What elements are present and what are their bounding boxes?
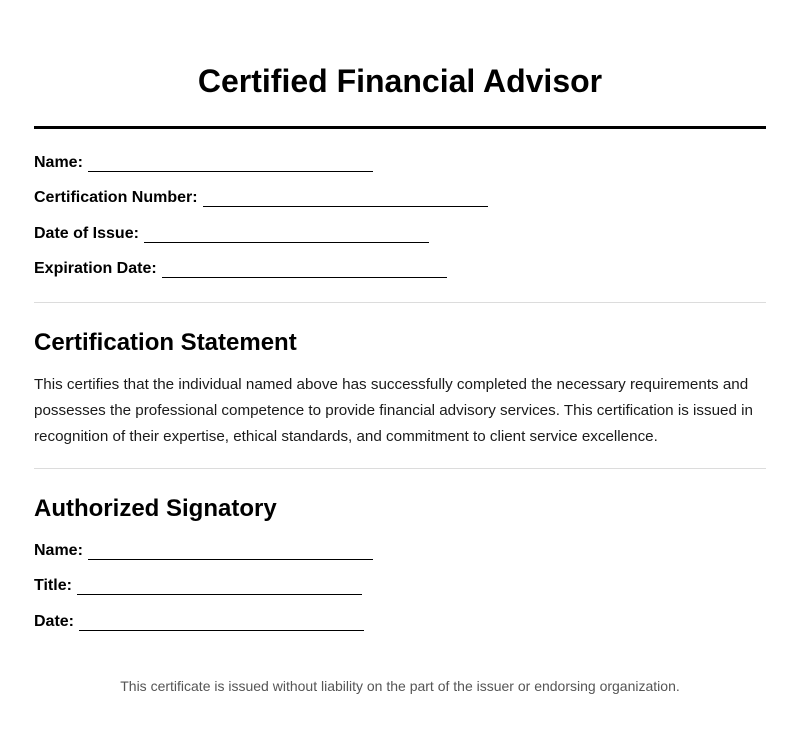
signatory-title-blank [77, 576, 362, 595]
certification-number-blank [203, 188, 488, 207]
signatory-name-field [34, 541, 373, 561]
certification-number-field [34, 188, 488, 208]
recipient-name-label: Name: [34, 154, 83, 171]
signatory-name-label: Name: [34, 542, 83, 559]
signatory-heading: Authorized Signatory [34, 495, 277, 522]
signatory-title-label: Title: [34, 577, 72, 594]
statement-text: This certifies that the individual named above has successfully completed the necessary requirements and possesses the professional competence to provide financial advisory services. This certification is issued in recognition of their expertise, ethical standards, and commitment to client service excellence. [34, 376, 753, 445]
expiration-date-blank [162, 259, 447, 278]
signatory-title-field [34, 576, 362, 596]
recipient-name-blank [88, 153, 373, 172]
statement-heading: Certification Statement [34, 329, 297, 356]
certificate-title: Certified Financial Advisor [197, 63, 603, 99]
date-of-issue-label: Date of Issue: [34, 225, 139, 242]
recipient-name-field [34, 153, 373, 173]
section-divider [34, 468, 766, 469]
liability-footer: This certificate is issued without liability on the part of the issuer or endorsing organization. [120, 678, 680, 694]
section-divider [34, 302, 766, 303]
expiration-date-field [34, 259, 447, 279]
expiration-date-label: Expiration Date: [34, 260, 157, 277]
title-divider [34, 126, 766, 129]
signatory-date-blank [79, 612, 364, 631]
date-of-issue-field [34, 224, 429, 244]
signatory-name-blank [88, 541, 373, 560]
date-of-issue-blank [144, 224, 429, 243]
certification-number-label: Certification Number: [34, 189, 198, 206]
signatory-date-label: Date: [34, 613, 75, 630]
signatory-date-field [34, 612, 364, 632]
